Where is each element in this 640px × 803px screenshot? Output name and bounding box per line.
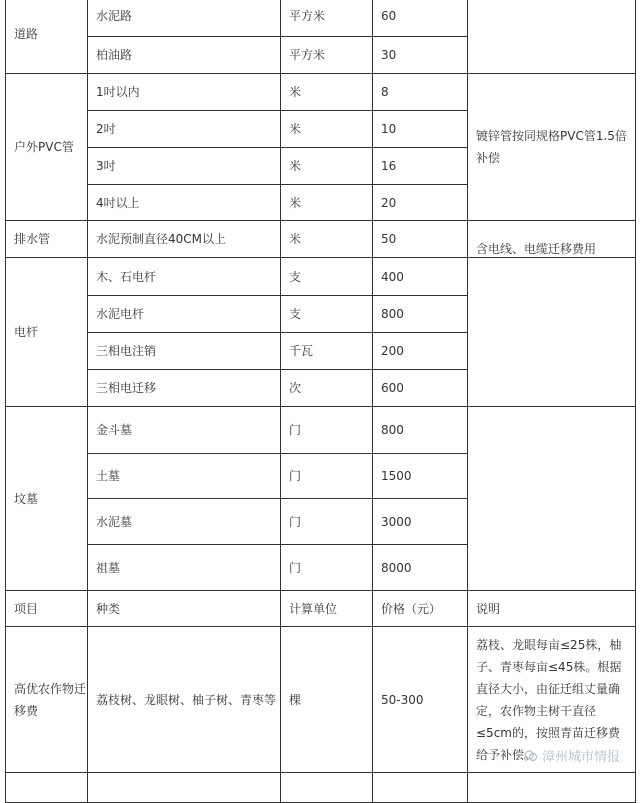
category-cell: 高优农作物迁移费: [6, 627, 88, 773]
unit-cell: 米: [281, 185, 373, 221]
price-cell: 400: [373, 258, 468, 296]
compensation-table: [5, 0, 636, 803]
header-type: 种类: [88, 591, 281, 627]
unit-cell: [281, 773, 373, 803]
price-cell: 10: [373, 111, 468, 148]
type-cell: 4吋以上: [88, 185, 281, 221]
unit-cell: 米: [281, 111, 373, 148]
note-cell: [468, 242, 636, 407]
type-cell: 木、石电杆: [88, 258, 281, 296]
note-cell: [468, 0, 636, 74]
unit-cell: 平方米: [281, 0, 373, 37]
price-cell: 60: [373, 0, 468, 37]
price-cell: 200: [373, 333, 468, 370]
wechat-official-account-icon: [524, 749, 538, 763]
note-text: 含电线、电缆迁移费用: [476, 242, 597, 256]
header-unit: 计算单位: [281, 591, 373, 627]
category-cell: 道路: [6, 0, 88, 74]
price-cell: 16: [373, 148, 468, 185]
unit-cell: 米: [281, 74, 373, 111]
table-row: [6, 407, 636, 454]
category-cell: [6, 773, 88, 803]
table-row: [6, 773, 636, 803]
note-cell: [468, 407, 636, 591]
type-cell: 水泥预制直径40CM以上: [88, 221, 281, 258]
type-cell: 水泥路: [88, 0, 281, 37]
price-cell: 50-300: [373, 627, 468, 773]
price-cell: 800: [373, 296, 468, 333]
unit-cell: 支: [281, 258, 373, 296]
price-cell: 20: [373, 185, 468, 221]
price-cell: 50: [373, 221, 468, 258]
header-price: 价格（元）: [373, 591, 468, 627]
price-cell: 1500: [373, 454, 468, 499]
table-row: [6, 0, 636, 37]
type-cell: 水泥电杆: [88, 296, 281, 333]
note-cell: 荔枝、龙眼每亩≤25株，柚子、青枣每亩≤45株。根据直径大小，由征迁组丈量确定，农作物主树干直径≤5cm的，按照青苗迁移费给予补偿。: [468, 627, 636, 773]
header-row: [6, 591, 636, 627]
unit-cell: 支: [281, 296, 373, 333]
type-cell: 三相电注销: [88, 333, 281, 370]
type-cell: 金斗墓: [88, 407, 281, 454]
category-cell: 户外PVC管: [6, 74, 88, 221]
price-cell: 8000: [373, 545, 468, 591]
note-cell: 镀锌管按同规格PVC管1.5倍补偿: [468, 74, 636, 221]
type-cell: 水泥墓: [88, 499, 281, 545]
unit-cell: 门: [281, 407, 373, 454]
category-cell: 坟墓: [6, 407, 88, 591]
price-cell: 600: [373, 370, 468, 407]
unit-cell: 门: [281, 545, 373, 591]
type-cell: 荔枝树、龙眼树、柚子树、青枣等: [88, 627, 281, 773]
category-cell: 电杆: [6, 258, 88, 407]
note-cell: [468, 773, 636, 803]
unit-cell: 米: [281, 148, 373, 185]
unit-cell: 平方米: [281, 37, 373, 74]
header-note: 说明: [468, 591, 636, 627]
price-cell: 30: [373, 37, 468, 74]
watermark-text: 漳州城市情报: [541, 750, 620, 765]
unit-cell: 门: [281, 454, 373, 499]
category-cell: 排水管: [6, 221, 88, 258]
header-item: 项目: [6, 591, 88, 627]
type-cell: 3吋: [88, 148, 281, 185]
price-cell: 3000: [373, 499, 468, 545]
price-cell: 8: [373, 74, 468, 111]
unit-cell: 棵: [281, 627, 373, 773]
type-cell: [88, 773, 281, 803]
watermark: [524, 746, 620, 765]
type-cell: 2吋: [88, 111, 281, 148]
table-row: [6, 74, 636, 111]
type-cell: 1吋以内: [88, 74, 281, 111]
type-cell: 三相电迁移: [88, 370, 281, 407]
price-cell: [373, 773, 468, 803]
price-cell: 800: [373, 407, 468, 454]
type-cell: 祖墓: [88, 545, 281, 591]
type-cell: 土墓: [88, 454, 281, 499]
table-row: [6, 258, 636, 296]
unit-cell: 米: [281, 221, 373, 258]
unit-cell: 门: [281, 499, 373, 545]
unit-cell: 千瓦: [281, 333, 373, 370]
type-cell: 柏油路: [88, 37, 281, 74]
unit-cell: 次: [281, 370, 373, 407]
